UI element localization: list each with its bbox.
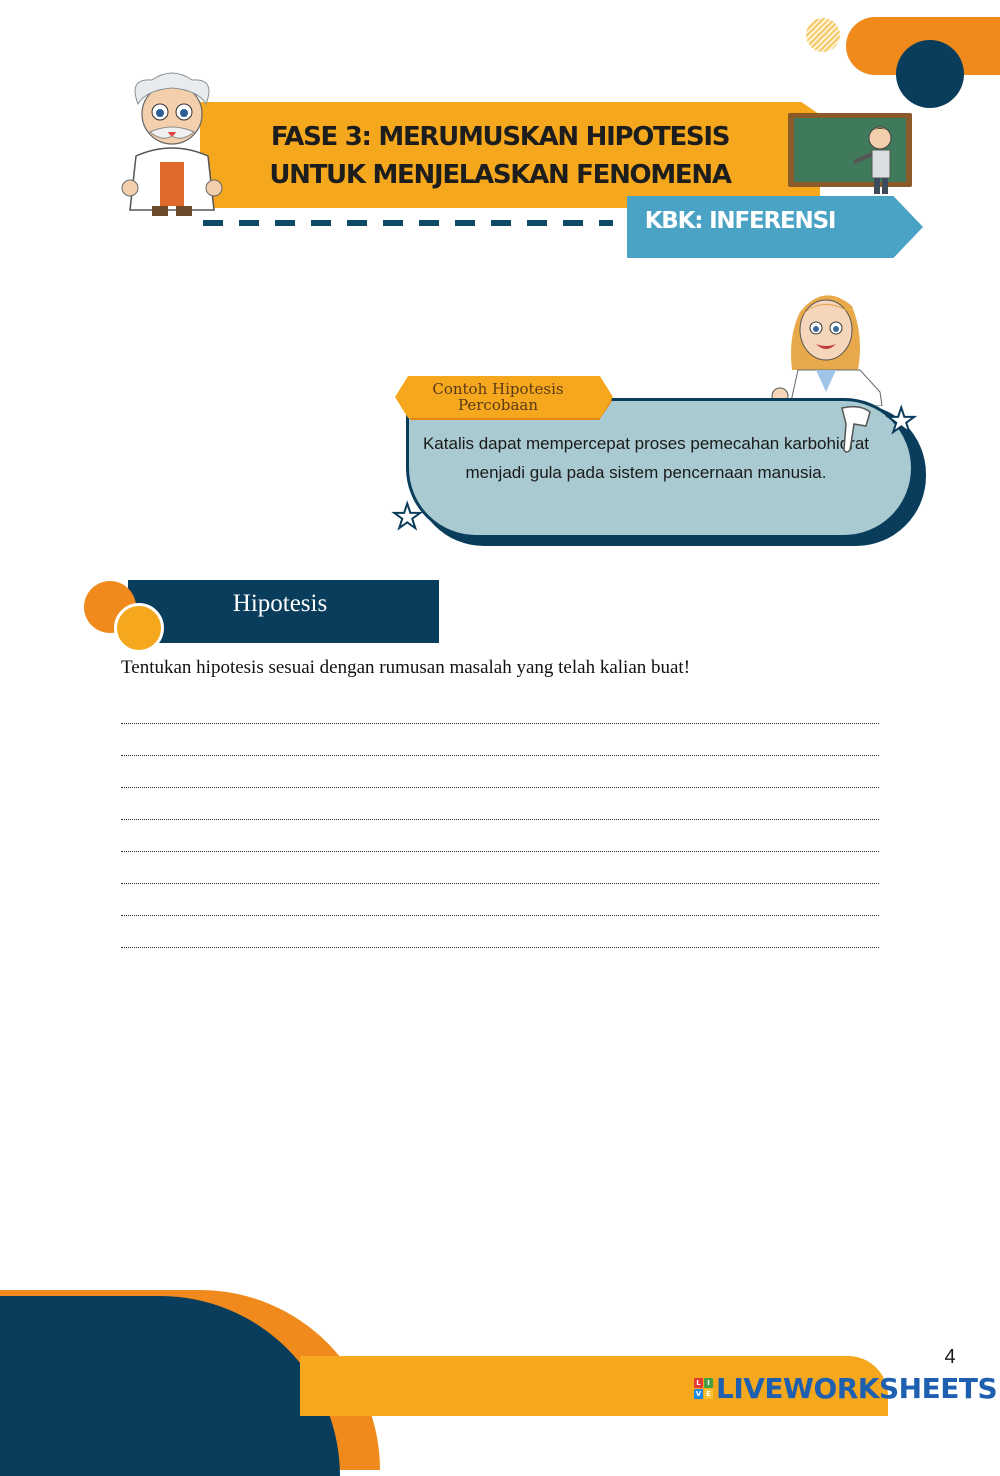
teacher-illustration (850, 122, 906, 196)
answer-area[interactable] (121, 692, 879, 948)
liveworksheets-logo-mark: L I V E (694, 1378, 714, 1400)
decor-striped-circle (806, 18, 840, 52)
answer-line[interactable] (121, 820, 879, 852)
kbk-label: KBK: INFERENSI (644, 208, 836, 234)
answer-line[interactable] (121, 692, 879, 724)
scientist-illustration (116, 70, 228, 222)
star-icon: ★ (392, 497, 423, 537)
liveworksheets-brand: LIVEWORKSHEETS (716, 1372, 998, 1405)
page-title: FASE 3: MERUMUSKAN HIPOTESIS UNTUK MENJELASKAN FENOMENA (269, 122, 731, 190)
decor-yellow-circle (114, 603, 164, 653)
woman-scientist-illustration (770, 282, 894, 406)
instruction-text: Tentukan hipotesis sesuai dengan rumusan masalah yang telah kalian buat! (121, 657, 691, 678)
dashed-divider (203, 220, 613, 226)
answer-line[interactable] (121, 852, 879, 884)
answer-line[interactable] (121, 756, 879, 788)
section-heading: Hipotesis (232, 590, 328, 617)
answer-line[interactable] (121, 724, 879, 756)
page-number: 4 (944, 1346, 956, 1368)
star-icon: ★ (886, 401, 917, 441)
pointing-hand-icon (836, 404, 876, 456)
answer-line[interactable] (121, 788, 879, 820)
decor-navy-circle (896, 40, 964, 108)
example-tab-label: Contoh Hipotesis Percobaan (432, 380, 564, 414)
liveworksheets-logo[interactable] (694, 1372, 998, 1406)
example-text: Katalis dapat mempercepat proses pemecahan karbohidrat menjadi gula pada sistem pencernaan manusia. (422, 434, 870, 482)
answer-line[interactable] (121, 916, 879, 948)
answer-line[interactable] (121, 884, 879, 916)
